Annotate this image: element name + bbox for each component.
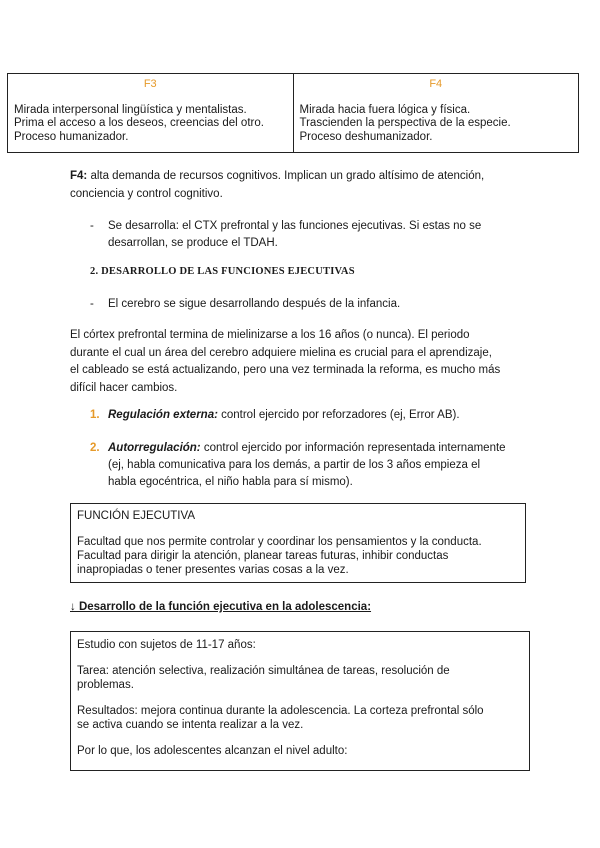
f4-header: F4 bbox=[429, 78, 443, 90]
f3-f4-table bbox=[7, 73, 579, 153]
f4-line: Proceso deshumanizador. bbox=[299, 130, 433, 143]
f3-header: F3 bbox=[143, 78, 157, 90]
f4-line: Mirada hacia fuera lógica y física. bbox=[299, 103, 471, 116]
box-line: inapropiadas o tener presentes varias cosas a la vez. bbox=[77, 564, 349, 576]
f3-line: Prima el acceso a los deseos, creencias del otro. bbox=[14, 117, 264, 129]
study-p2-line: Tarea: atención selectiva, realización simultánea de tareas, resolución de bbox=[77, 665, 450, 677]
item-text bbox=[108, 407, 533, 424]
f4-column bbox=[293, 74, 579, 152]
bullet-dash: - bbox=[90, 298, 94, 310]
item-number: 1. bbox=[90, 409, 100, 421]
section-heading: 2. DESARROLLO DE LAS FUNCIONES EJECUTIVAS bbox=[90, 266, 355, 277]
f4-text: alta demanda de recursos cognitivos. Implican un grado altísimo de atención, bbox=[87, 170, 485, 182]
item-desc: control ejercido por reforzadores (ej, Error AB). bbox=[217, 409, 460, 421]
study-p4: Por lo que, los adolescentes alcanzan el nivel adulto: bbox=[77, 745, 348, 757]
item-term: Regulación externa: bbox=[108, 409, 218, 421]
item-desc: control ejercido por información representada internamente bbox=[200, 442, 506, 454]
study-p3-line: Resultados: mejora continua durante la adolescencia. La corteza prefrontal sólo bbox=[77, 705, 484, 717]
cortex-line: El córtex prefrontal termina de mielinizarse a los 16 años (o nunca). El periodo bbox=[70, 329, 470, 341]
bullet-text: El cerebro se sigue desarrollando después de la infancia. bbox=[108, 298, 401, 310]
bullet-line: Se desarrolla: el CTX prefrontal y las funciones ejecutivas. Si estas no se bbox=[108, 220, 482, 232]
adolescence-subheading: ↓ Desarrollo de la función ejecutiva en la adolescencia: bbox=[70, 601, 372, 613]
cortex-line: durante el cual un área del cerebro adquiere mielina es crucial para el aprendizaje, bbox=[70, 346, 492, 359]
f4-text-line2: conciencia y control cognitivo. bbox=[70, 188, 223, 200]
bullet-dash: - bbox=[90, 220, 94, 232]
f3-line: Mirada interpersonal lingüística y mentalistas. bbox=[14, 103, 247, 116]
study-p1: Estudio con sujetos de 11-17 años: bbox=[77, 639, 256, 651]
study-box bbox=[70, 631, 530, 771]
cortex-line: el cableado se está actualizando, pero una vez terminada la reforma, es mucho más bbox=[70, 364, 501, 376]
f4-paragraph bbox=[70, 167, 540, 203]
item-text bbox=[108, 440, 533, 491]
item-desc-line: habla egocéntrica, el niño habla para sí mismo). bbox=[108, 476, 353, 488]
study-p3-line: se activa cuando se intenta realizar a la vez. bbox=[77, 719, 304, 731]
funcion-ejecutiva-box bbox=[70, 503, 526, 583]
f3-line: Proceso humanizador. bbox=[14, 130, 129, 143]
f4-label: F4: bbox=[70, 170, 88, 182]
bullet-line: desarrollan, se produce el TDAH. bbox=[108, 237, 278, 249]
item-desc-line: (ej, habla comunicativa para los demás, a partir de los 3 años empieza el bbox=[108, 459, 481, 471]
item-number: 2. bbox=[90, 442, 100, 454]
study-p2-line: problemas. bbox=[77, 679, 134, 691]
box-line: Facultad que nos permite controlar y coordinar los pensamientos y la conducta. bbox=[77, 536, 482, 548]
box-title: FUNCIÓN EJECUTIVA bbox=[77, 510, 195, 522]
box-line: Facultad para dirigir la atención, planear tareas futuras, inhibir conductas bbox=[77, 550, 449, 562]
f4-line: Trascienden la perspectiva de la especie. bbox=[299, 117, 511, 129]
cortex-paragraph bbox=[70, 327, 540, 397]
bullet-text bbox=[108, 218, 528, 252]
f3-column bbox=[8, 74, 293, 152]
item-term: Autorregulación: bbox=[108, 442, 201, 454]
cortex-line: difícil hacer cambios. bbox=[70, 381, 178, 394]
